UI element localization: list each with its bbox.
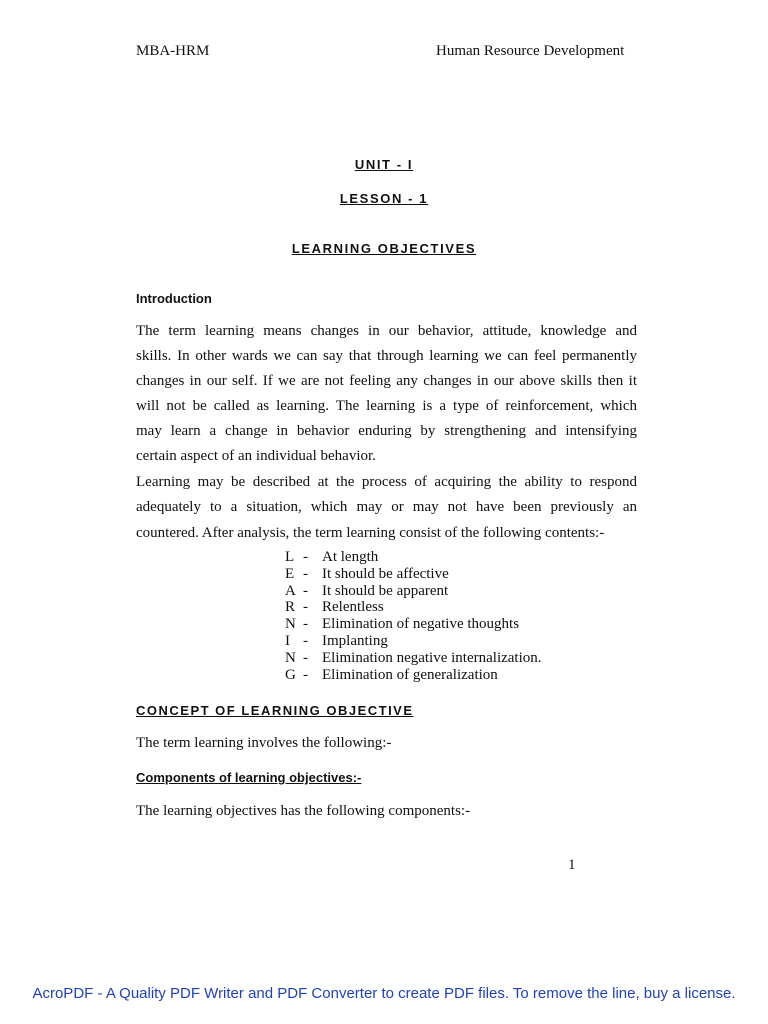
document-title: LEARNING OBJECTIVES [291,241,477,256]
components-heading: Components of learning objectives:- [136,770,362,785]
list-dash: - [303,632,308,649]
list-dash: - [303,649,308,666]
list-dash: - [303,599,308,616]
list-item [285,566,542,583]
list-letter: G [285,666,296,683]
text-line: certain aspect of an individual behavior. [136,448,376,464]
list-letter: I [285,632,290,649]
list-dash: - [303,565,308,582]
list-letter: N [285,616,296,633]
list-item [285,599,542,616]
list-letter: R [285,599,296,616]
list-dash: - [303,582,308,599]
header-course: MBA-HRM [136,43,210,59]
text-line: countered. After analysis, the term learning consist of the following contents:- [136,525,605,541]
list-text: It should be affective [322,565,449,582]
list-text: It should be apparent [322,582,449,599]
text-line: adequately to a situation, which may or may not have been previously an [136,499,637,515]
lesson-heading: LESSON - 1 [339,191,429,206]
learning-acronym-list [285,549,542,683]
text-line: changes in our self. If we are not feeling any changes in our above skills then it [136,373,637,389]
page-number: 1 [568,857,576,873]
list-letter: A [285,582,296,599]
list-text: Elimination negative internalization. [322,649,542,666]
list-item [285,616,542,633]
list-dash: - [303,616,308,633]
concept-text: The term learning involves the following:- [136,735,392,751]
list-item [285,549,542,566]
text-line: will not be called as learning. The learning is a type of reinforcement, which [136,398,637,414]
introduction-heading: Introduction [136,291,212,306]
text-line: may learn a change in behavior enduring by strengthening and intensifying [136,423,637,439]
acropdf-footer-notice: AcroPDF - A Quality PDF Writer and PDF Converter to create PDF files. To remove the line, buy a license. [32,985,736,1002]
text-line: Learning may be described at the process of acquiring the ability to respond [136,474,637,490]
list-text: Relentless [322,599,384,616]
list-text: At length [322,549,379,565]
list-text: Elimination of generalization [322,666,498,683]
list-dash: - [303,549,308,565]
list-dash: - [303,666,308,683]
list-letter: E [285,565,295,582]
list-item [285,667,542,684]
concept-heading: CONCEPT OF LEARNING OBJECTIVE [136,703,414,718]
unit-heading: UNIT - I [354,157,414,172]
text-line: The term learning means changes in our behavior, attitude, knowledge and [136,323,637,339]
list-text: Implanting [322,632,388,649]
components-text: The learning objectives has the following components:- [136,803,471,819]
list-item [285,650,542,667]
list-letter: N [285,649,296,666]
list-letter: L [285,549,295,565]
list-text: Elimination of negative thoughts [322,616,520,633]
list-item [285,583,542,600]
header-subject: Human Resource Development [436,43,625,59]
text-line: skills. In other wards we can say that through learning we can feel permanently [136,348,637,364]
list-item [285,633,542,650]
